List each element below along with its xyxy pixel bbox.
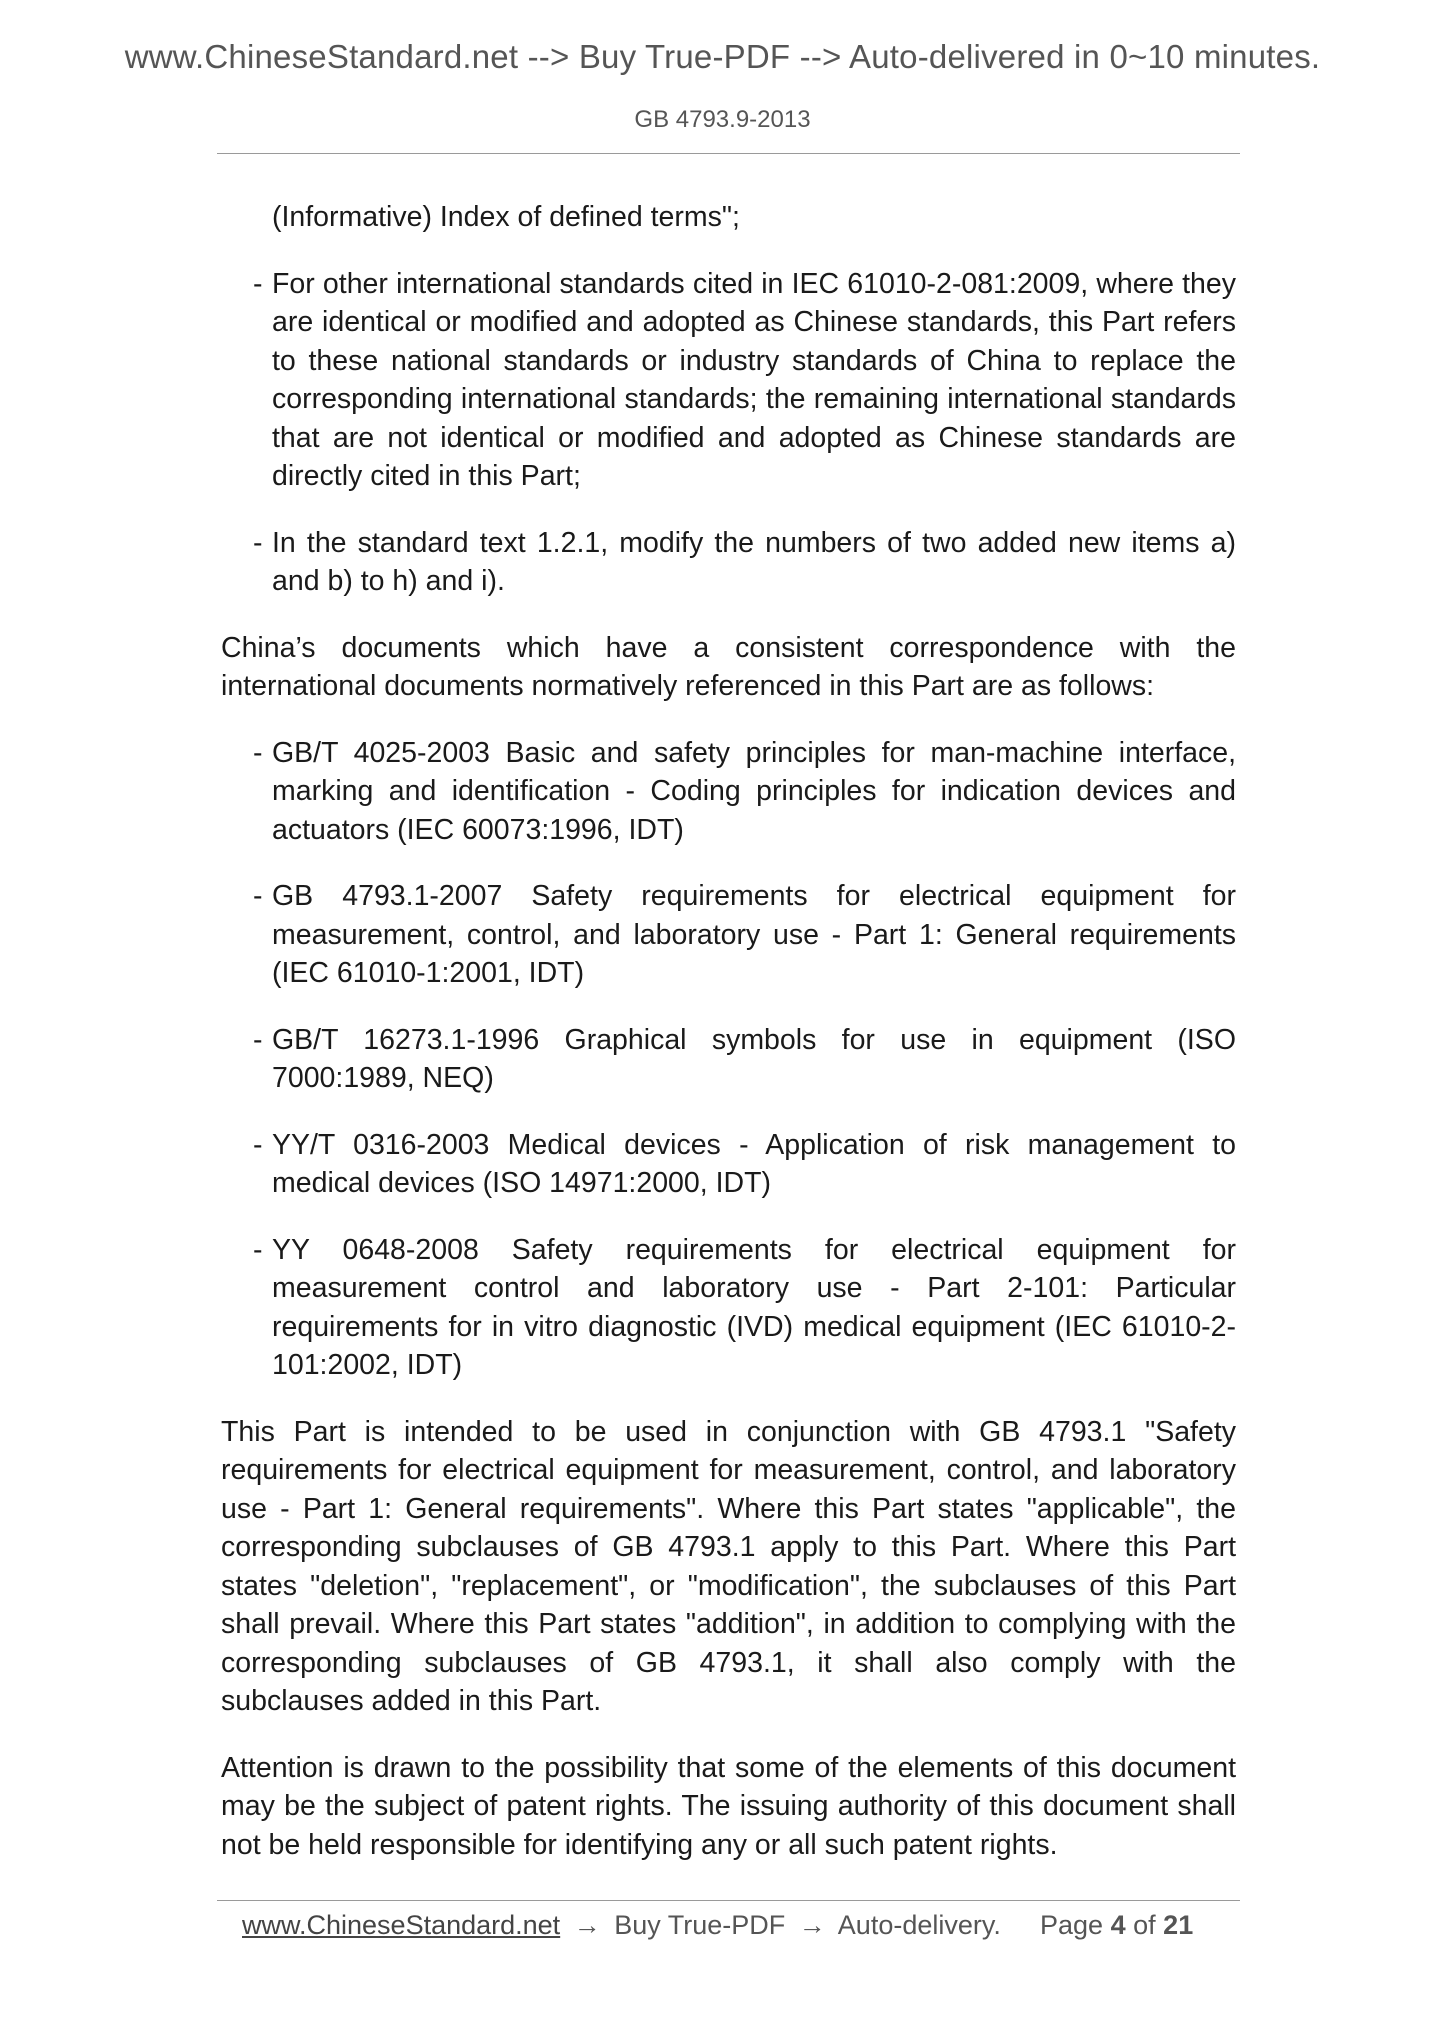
header-divider bbox=[217, 153, 1240, 154]
list-item bbox=[221, 265, 1236, 496]
arrow-right-icon: → bbox=[798, 1910, 826, 1940]
page-footer bbox=[242, 1905, 1222, 1945]
list-item bbox=[221, 877, 1236, 993]
list-item-text: YY 0648-2008 Safety requirements for electrical equipment for measurement control and laboratory use - Part 2-101: Particular requirements for in vitro diagnostic (IVD) medical equipment (IEC 61010-2-101:2002, IDT) bbox=[272, 1233, 1236, 1381]
footer-website-link[interactable]: www.ChineseStandard.net bbox=[242, 1910, 561, 1940]
paragraph-patent: Attention is drawn to the possibility that some of the elements of this document may be the subject of patent rights. The issuing authority of this document shall not be held responsible for identifying any or all such patent rights. bbox=[221, 1751, 1236, 1861]
document-body bbox=[221, 198, 1236, 1892]
list-item-text: GB/T 16273.1-1996 Graphical symbols for use in equipment (ISO 7000:1989, NEQ) bbox=[272, 1023, 1236, 1094]
dash-bullet-icon: - bbox=[253, 736, 263, 769]
list-item bbox=[221, 1126, 1236, 1203]
of-label: of bbox=[1133, 1910, 1156, 1940]
list-item bbox=[221, 524, 1236, 601]
list-item-text: For other international standards cited in IEC 61010-2-081:2009, where they are identical or modified and adopted as Chinese standards, this Part refers to these national standards or industry standards of China to replace the corresponding international standards; the remaining international standards that are not identical or modified and adopted as Chinese standards are directly cited in this Part; bbox=[272, 267, 1236, 492]
list-item-text: YY/T 0316-2003 Medical devices - Application of risk management to medical devices (ISO 14971:2000, IDT) bbox=[272, 1128, 1236, 1199]
list-item-text: GB/T 4025-2003 Basic and safety principles for man-machine interface, marking and identification - Coding principles for indication devices and actuators (IEC 60073:1996, IDT) bbox=[272, 736, 1236, 846]
footer-delivery-text: Auto-delivery. bbox=[837, 1910, 1001, 1940]
page-indicator bbox=[1040, 1905, 1193, 1945]
dash-bullet-icon: - bbox=[253, 1233, 263, 1266]
list-item bbox=[221, 734, 1236, 850]
top-banner: www.ChineseStandard.net --> Buy True-PDF --> Auto-delivered in 0~10 minutes. bbox=[124, 38, 1321, 75]
list-item-text: In the standard text 1.2.1, modify the numbers of two added new items a) and b) to h) and i). bbox=[272, 526, 1236, 597]
bullet-list-references bbox=[221, 734, 1236, 1385]
page-total: 21 bbox=[1163, 1910, 1194, 1940]
dash-bullet-icon: - bbox=[253, 880, 263, 912]
document-code: GB 4793.9-2013 bbox=[634, 106, 811, 133]
list-item-text: GB 4793.1-2007 Safety requirements for electrical equipment for measurement, control, and laboratory use - Part 1: General requirements (IEC 61010-1:2001, IDT) bbox=[272, 880, 1236, 989]
dash-bullet-icon: - bbox=[253, 1023, 263, 1056]
dash-bullet-icon: - bbox=[253, 526, 263, 559]
continuation-text: (Informative) Index of defined terms"; bbox=[272, 201, 740, 233]
footer-buy-text: Buy True-PDF bbox=[614, 1910, 786, 1940]
arrow-right-icon: → bbox=[573, 1910, 601, 1940]
bullet-list-adoption bbox=[221, 265, 1236, 601]
page-label: Page bbox=[1040, 1910, 1104, 1940]
dash-bullet-icon: - bbox=[253, 1128, 263, 1161]
paragraph-references: China’s documents which have a consistent correspondence with the international documents normatively referenced in this Part are as follows: bbox=[221, 631, 1236, 702]
footer-divider bbox=[217, 1900, 1240, 1901]
paragraph-conjunction: This Part is intended to be used in conjunction with GB 4793.1 "Safety requirements for electrical equipment for measurement, control, and laboratory use - Part 1: General requirements". Where this Part states "applicable", the corresponding subclauses of GB 4793.1 apply to this Part. Where this Part states "deletion", "replacement", or "modification", the subclauses of this Part shall prevail. Where this Part states "addition", in addition to complying with the corresponding subclauses of GB 4793.1, it shall also comply with the subclauses added in this Part. bbox=[221, 1415, 1236, 1717]
page-number: 4 bbox=[1110, 1910, 1126, 1940]
list-item bbox=[221, 1021, 1236, 1098]
list-item bbox=[221, 1231, 1236, 1385]
dash-bullet-icon: - bbox=[253, 267, 263, 300]
